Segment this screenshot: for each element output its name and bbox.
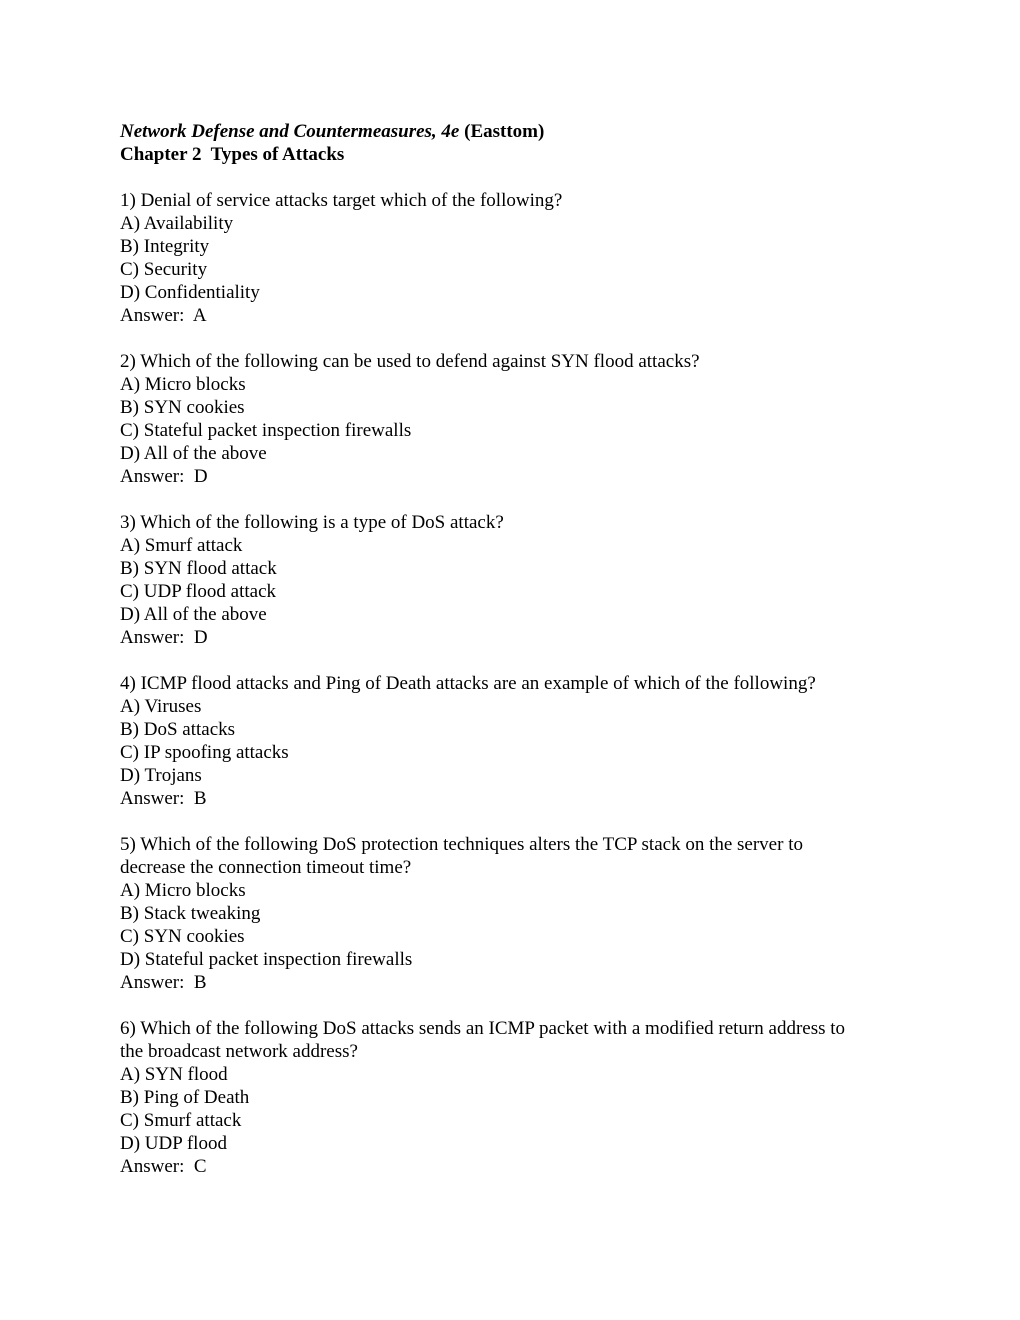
- answer-option: D) UDP flood: [120, 1133, 227, 1154]
- document-page: [120, 120, 920, 1178]
- answer-option: D) All of the above: [120, 604, 267, 625]
- question-block: [120, 350, 920, 511]
- question-stem: decrease the connection timeout time?: [120, 857, 412, 878]
- spacer: [120, 810, 920, 833]
- answer-option: C) IP spoofing attacks: [120, 742, 289, 763]
- answer-option: B) Ping of Death: [120, 1087, 250, 1108]
- answer-option: D) All of the above: [120, 443, 267, 464]
- question-stem: 4) ICMP flood attacks and Ping of Death attacks are an example of which of the following?: [120, 673, 816, 694]
- question-block: [120, 833, 920, 1017]
- answer-option: A) Micro blocks: [120, 880, 246, 901]
- answer-option: A) Viruses: [120, 696, 202, 717]
- answer-option: B) Integrity: [120, 236, 210, 257]
- question-block: [120, 1017, 920, 1178]
- answer-option: D) Confidentiality: [120, 282, 260, 303]
- answer-key: Answer: D: [120, 627, 208, 648]
- question-stem: 2) Which of the following can be used to defend against SYN flood attacks?: [120, 351, 700, 372]
- chapter-title: Chapter 2 Types of Attacks: [120, 144, 345, 165]
- question-block: [120, 672, 920, 833]
- answer-key: Answer: D: [120, 466, 208, 487]
- answer-option: D) Trojans: [120, 765, 202, 786]
- question-list: [120, 189, 920, 1178]
- answer-option: C) UDP flood attack: [120, 581, 277, 602]
- answer-option: C) SYN cookies: [120, 926, 245, 947]
- answer-option: A) Micro blocks: [120, 374, 246, 395]
- question-stem: 6) Which of the following DoS attacks sends an ICMP packet with a modified return address to: [120, 1018, 846, 1039]
- question-stem: 3) Which of the following is a type of DoS attack?: [120, 512, 504, 533]
- answer-option: B) SYN flood attack: [120, 558, 277, 579]
- spacer: [120, 649, 920, 672]
- answer-option: C) Security: [120, 259, 208, 280]
- answer-key: Answer: C: [120, 1156, 207, 1177]
- question-block: [120, 189, 920, 350]
- document-header: [120, 120, 920, 143]
- question-block: [120, 511, 920, 672]
- spacer: [120, 488, 920, 511]
- question-stem: 1) Denial of service attacks target which of the following?: [120, 190, 563, 211]
- answer-option: A) Availability: [120, 213, 234, 234]
- answer-option: A) Smurf attack: [120, 535, 243, 556]
- answer-key: Answer: B: [120, 788, 207, 809]
- answer-key: Answer: B: [120, 972, 207, 993]
- answer-option: B) SYN cookies: [120, 397, 245, 418]
- spacer: [120, 327, 920, 350]
- question-stem: the broadcast network address?: [120, 1041, 358, 1062]
- answer-option: B) DoS attacks: [120, 719, 236, 740]
- question-stem: 5) Which of the following DoS protection techniques alters the TCP stack on the server to: [120, 834, 803, 855]
- answer-option: C) Smurf attack: [120, 1110, 242, 1131]
- answer-option: B) Stack tweaking: [120, 903, 261, 924]
- book-author: (Easttom): [459, 121, 545, 142]
- answer-option: A) SYN flood: [120, 1064, 228, 1085]
- answer-option: D) Stateful packet inspection firewalls: [120, 949, 413, 970]
- book-title: Network Defense and Countermeasures, 4e: [120, 121, 460, 142]
- answer-option: C) Stateful packet inspection firewalls: [120, 420, 412, 441]
- answer-key: Answer: A: [120, 305, 207, 326]
- spacer: [120, 994, 920, 1017]
- spacer: [120, 166, 920, 189]
